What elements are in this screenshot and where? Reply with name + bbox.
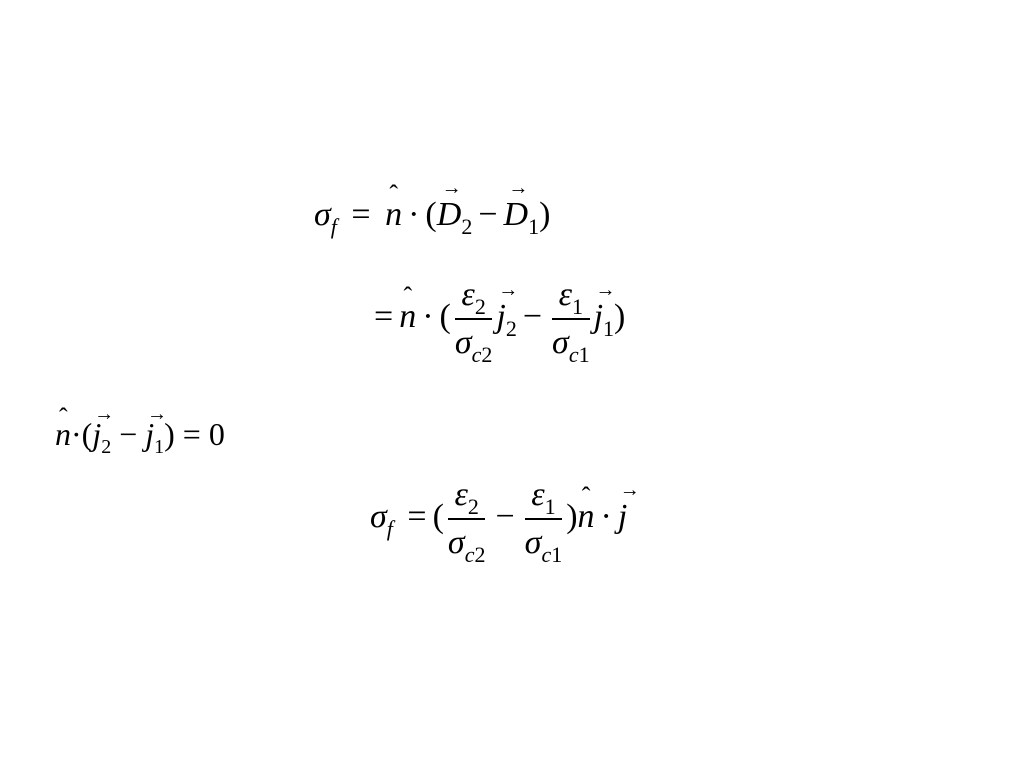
fraction-eps2-sigmac2: $\frac{\varepsilon_2}{\sigma_{c2}}$ xyxy=(454,276,493,367)
equation-sigma-f-result: $\sigma_f$ = ( $\frac{\varepsilon_2}{\sigma_{c2}}$ − $\frac{\varepsilon_1}{\sigma_{c1}}$ )ˆ n ·→ j xyxy=(370,478,627,560)
fraction-eps1-sigmac1-result: $\frac{\varepsilon_1}{\sigma_{c1}}$ xyxy=(524,476,563,567)
fraction-eps2-sigmac2-result: $\frac{\varepsilon_2}{\sigma_{c2}}$ xyxy=(447,476,486,567)
inline-equation-n-dot-j-diff: ˆ $n\cdot(\to j_2$ − → $j_1) = 0$ xyxy=(55,404,225,469)
fraction-eps1-sigmac1: $\frac{\varepsilon_1}{\sigma_{c1}}$ xyxy=(552,276,590,367)
paragraph-2 xyxy=(55,398,225,463)
equation-sigma-f-line-1: $\sigma_f$ = ˆ n · (→ $D_2 -\to D_1$) xyxy=(314,198,550,232)
equation-sigma-f-line-2: =ˆ n · ( $\frac{\varepsilon_2}{\sigma_{c2}}$ → $j_2$ − $\frac{\varepsilon_1}{\sigma_{c1}}$ → $j_1$) xyxy=(368,278,625,360)
